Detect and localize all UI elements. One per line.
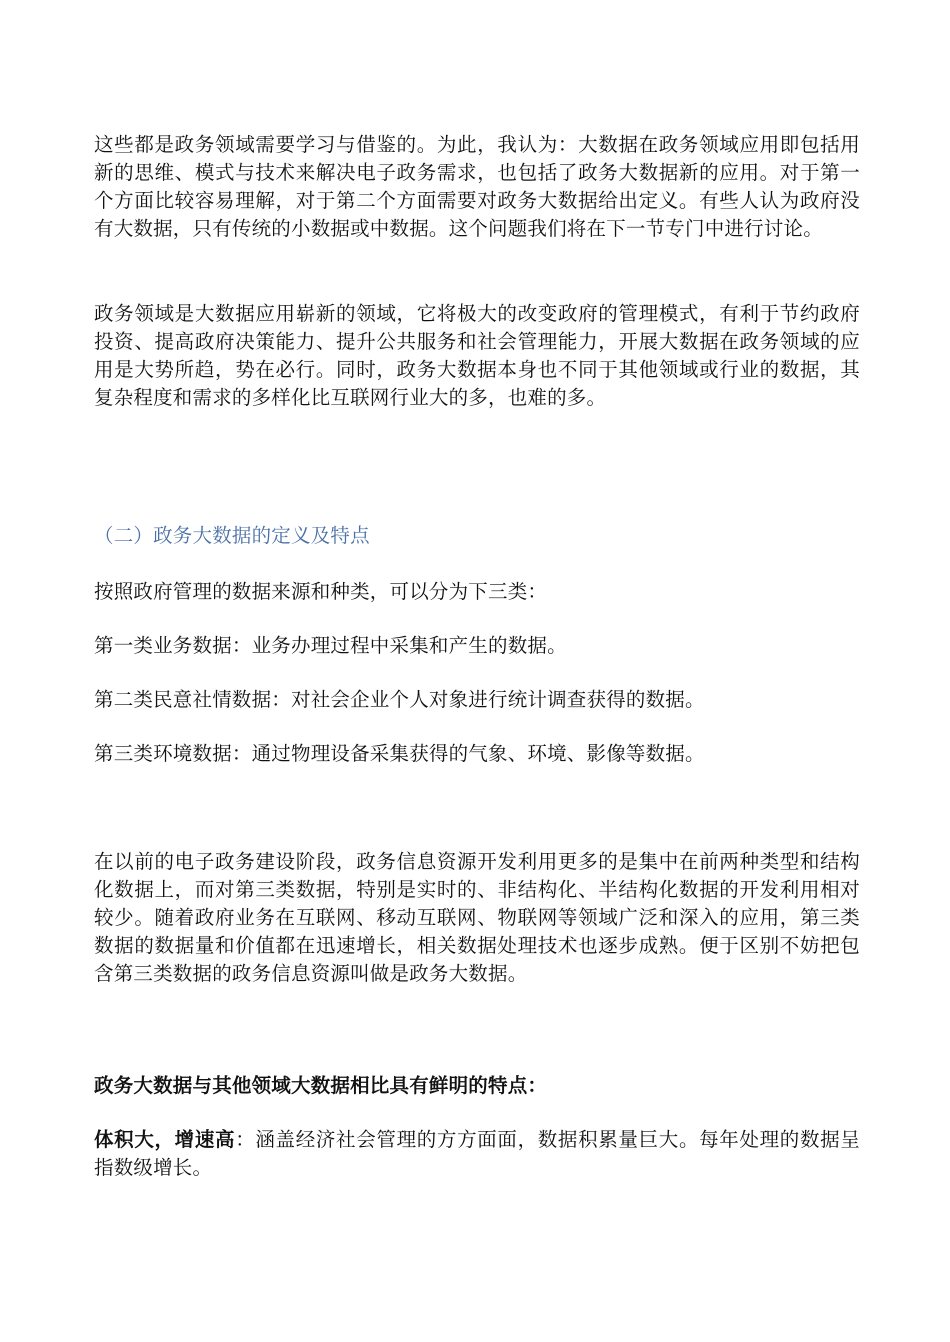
paragraph-big-data-definition: 在以前的电子政务建设阶段，政务信息资源开发利用更多的是集中在前两种类型和结构化数据上，而对第三类数据，特别是实时的、非结构化、半结构化数据的开发利用相对较少。随着政府业务在互联网、移动互联网、物联网等领域广泛和深入的应用，第三类数据的数据量和价值都在迅速增长，相关数据处理技术也逐步成熟。便于区别不妨把包含第三类数据的政务信息资源叫做是政务大数据。 — [94, 850, 860, 985]
paragraph-feature-volume — [94, 1126, 860, 1182]
list-item-business-data: 第一类业务数据：业务办理过程中采集和产生的数据。 — [94, 634, 567, 657]
list-item-environment-data: 第三类环境数据：通过物理设备采集获得的气象、环境、影像等数据。 — [94, 742, 705, 765]
section-heading: （二）政务大数据的定义及特点 — [94, 524, 370, 547]
feature-text: ：涵盖经济社会管理的方方面面，数据积累量巨大。每年处理的数据呈指数级增长。 — [94, 1128, 861, 1179]
paragraph-data-categories: 按照政府管理的数据来源和种类，可以分为下三类： — [94, 580, 548, 603]
features-title: 政务大数据与其他领域大数据相比具有鲜明的特点： — [94, 1074, 548, 1097]
list-item-public-opinion-data: 第二类民意社情数据：对社会企业个人对象进行统计调查获得的数据。 — [94, 688, 705, 711]
paragraph-government-domain: 政务领域是大数据应用崭新的领域，它将极大的改变政府的管理模式，有利于节约政府投资、提高政府决策能力、提升公共服务和社会管理能力，开展大数据在政务领域的应用是大势所趋，势在必行。同时，政务大数据本身也不同于其他领域或行业的数据，其复杂程度和需求的多样化比互联网行业大的多，也难的多。 — [94, 302, 860, 409]
paragraph-intro: 这些都是政务领域需要学习与借鉴的。为此，我认为：大数据在政务领域应用即包括用新的思维、模式与技术来解决电子政务需求，也包括了政务大数据新的应用。对于第一个方面比较容易理解，对于第二个方面需要对政务大数据给出定义。有些人认为政府没有大数据，只有传统的小数据或中数据。这个问题我们将在下一节专门中进行讨论。 — [94, 133, 860, 240]
feature-label: 体积大，增速高 — [94, 1128, 236, 1151]
